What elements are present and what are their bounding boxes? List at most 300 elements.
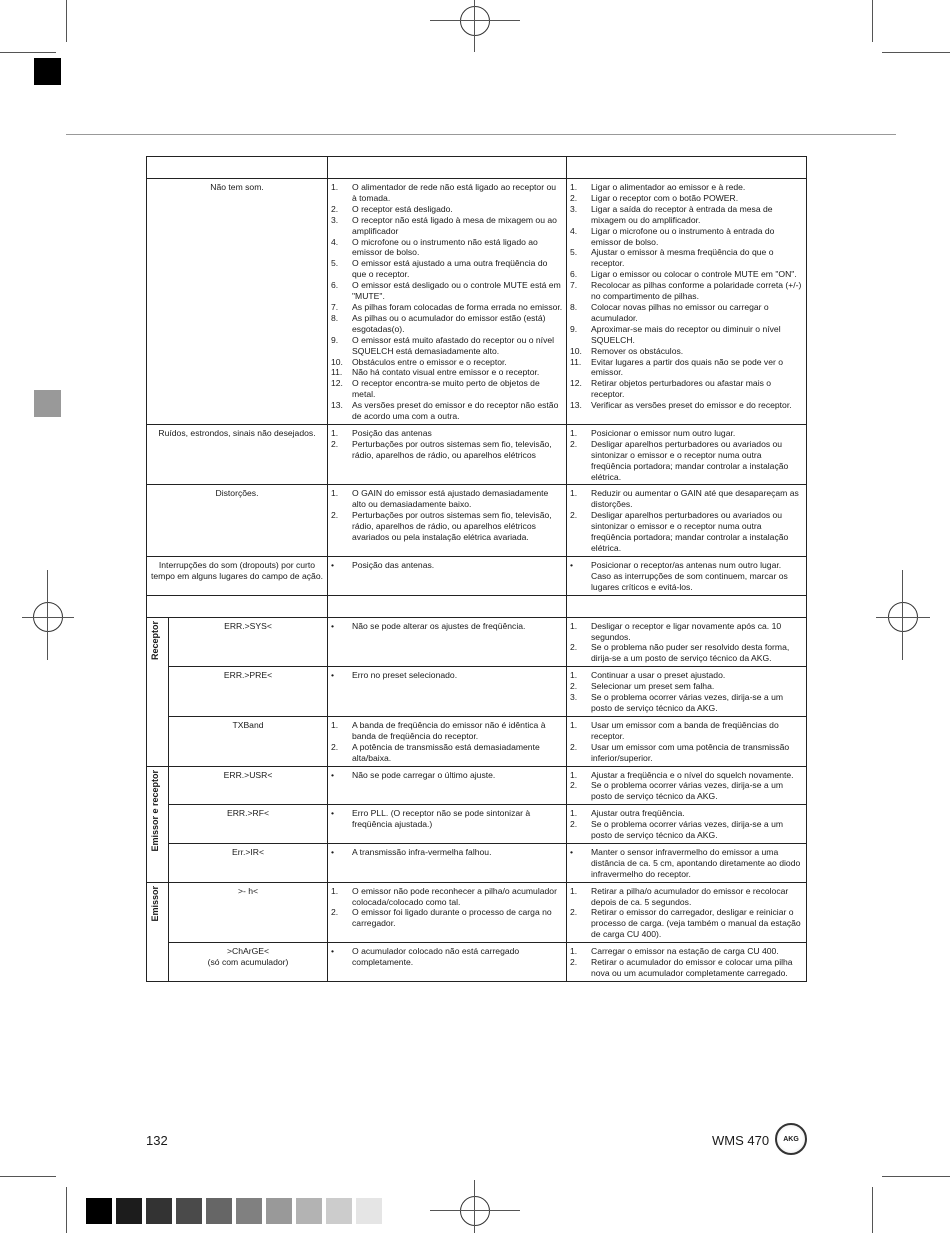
black-corner-square <box>34 58 61 85</box>
item-text: Remover os obstáculos. <box>591 345 684 356</box>
registration-line <box>474 0 475 52</box>
list-item <box>331 488 563 510</box>
item-number: 6. <box>570 269 578 280</box>
grayscale-swatch <box>266 1198 292 1224</box>
item-number: 1. <box>570 670 578 681</box>
item-text: O microfone ou o instrumento não está ligado ao emissor de bolso. <box>352 236 538 258</box>
registration-line <box>47 570 48 660</box>
numbered-list <box>331 428 563 461</box>
list-item <box>331 946 563 968</box>
item-number: 2. <box>570 957 578 968</box>
remedy-cell <box>567 943 807 982</box>
header-cell-remedy <box>567 157 807 179</box>
item-number: 12. <box>331 378 343 389</box>
numbered-list <box>331 488 563 543</box>
item-text: Ligar a saída do receptor à entrada da mesa de mixagem ou do amplificador. <box>591 203 773 225</box>
item-number: 7. <box>331 301 339 312</box>
item-number: 7. <box>570 280 578 291</box>
list-item <box>331 808 563 830</box>
item-text: Desligar aparelhos perturbadores ou avariados ou sintonizar o emissor e o receptor numa outra freqüência portadora; mandar controlar a instalação elétrica. <box>591 510 789 553</box>
remedy-cell <box>567 617 807 667</box>
registration-line <box>22 617 74 618</box>
separator-cell-cause <box>328 595 567 617</box>
grayscale-swatch <box>356 1198 382 1224</box>
item-text: Não se pode carregar o último ajuste. <box>352 769 496 780</box>
list-item <box>331 400 563 422</box>
item-number: • <box>331 620 335 631</box>
grayscale-swatch <box>296 1198 322 1224</box>
registration-line <box>902 570 903 660</box>
item-text: O alimentador de rede não está ligado ao receptor ou à tomada. <box>352 182 556 203</box>
table-row <box>147 805 807 844</box>
list-item <box>331 378 563 400</box>
list-item <box>331 428 563 439</box>
logo-text: AKG <box>783 1135 799 1143</box>
numbered-list <box>570 670 803 714</box>
list-item <box>570 510 803 554</box>
error-code: ERR.>USR< <box>223 769 273 780</box>
numbered-list <box>570 770 803 803</box>
item-number: 11. <box>570 356 582 367</box>
error-code-note: (só com acumulador) <box>207 957 289 968</box>
error-code-cell <box>169 716 328 766</box>
list-item <box>570 886 803 908</box>
list-item <box>570 770 803 781</box>
registration-line <box>430 20 520 21</box>
numbered-list <box>331 946 563 968</box>
numbered-list <box>570 182 803 411</box>
item-text: Selecionar um preset sem falha. <box>591 681 715 692</box>
cause-cell <box>328 882 567 943</box>
separator-cell-problem <box>147 595 328 617</box>
crop-mark <box>882 52 950 53</box>
numbered-list <box>570 560 803 593</box>
item-number: 1. <box>331 488 339 499</box>
crop-mark <box>882 1176 950 1177</box>
item-text: Reduzir ou aumentar o GAIN até que desapareçam as distorções. <box>591 488 799 510</box>
error-code-cell <box>169 805 328 844</box>
list-item <box>570 670 803 681</box>
list-item <box>570 439 803 483</box>
numbered-list <box>331 560 563 571</box>
cause-cell <box>328 843 567 882</box>
item-number: 1. <box>570 719 578 730</box>
list-item <box>570 324 803 346</box>
cause-cell <box>328 179 567 425</box>
item-number: 1. <box>570 885 578 896</box>
crop-mark <box>0 1176 56 1177</box>
list-item <box>331 742 563 764</box>
item-number: 2. <box>570 510 578 521</box>
item-text: Erro no preset selecionado. <box>352 670 458 681</box>
table-row <box>147 843 807 882</box>
item-number: 4. <box>570 225 578 236</box>
item-text: O receptor encontra-se muito perto de objetos de metal. <box>352 378 540 400</box>
item-number: 13. <box>570 400 582 411</box>
numbered-list <box>570 621 803 665</box>
item-number: • <box>331 808 335 819</box>
cause-cell <box>328 716 567 766</box>
item-text: Manter o sensor infravermelho do emissor a uma distância de ca. 5 cm, apontando diretamente ao diodo infravermelho do receptor. <box>591 846 801 879</box>
crop-mark <box>872 0 873 42</box>
cause-cell <box>328 485 567 556</box>
symptom-cell <box>147 485 328 556</box>
item-number: 11. <box>331 367 343 378</box>
grayscale-swatch <box>116 1198 142 1224</box>
item-number: 2. <box>331 741 339 752</box>
list-item <box>331 510 563 543</box>
item-text: Posição das antenas <box>352 427 432 438</box>
item-number: 2. <box>570 438 578 449</box>
item-text: Se o problema ocorrer várias vezes, dirija-se a um posto de serviço técnico da AKG. <box>591 692 784 713</box>
remedy-cell <box>567 805 807 844</box>
group-label-cell <box>147 882 169 981</box>
numbered-list <box>331 886 563 930</box>
cause-cell <box>328 556 567 595</box>
item-number: 2. <box>570 907 578 918</box>
item-number: 1. <box>570 488 578 499</box>
item-number: 8. <box>570 301 578 312</box>
item-text: Aproximar-se mais do receptor ou diminuir o nível SQUELCH. <box>591 323 781 345</box>
remedy-cell <box>567 882 807 943</box>
grayscale-bar <box>86 1198 386 1224</box>
header-cell-cause <box>328 157 567 179</box>
list-item <box>331 670 563 681</box>
group-label: Receptor <box>150 620 160 660</box>
symptom-cell <box>147 424 328 485</box>
item-number: 9. <box>331 334 339 345</box>
item-number: 9. <box>570 323 578 334</box>
grey-tab-square <box>34 390 61 417</box>
item-number: 3. <box>570 692 578 703</box>
grayscale-swatch <box>146 1198 172 1224</box>
list-item <box>331 313 563 335</box>
item-text: Erro PLL. (O receptor não se pode sintonizar à freqüência ajustada.) <box>352 808 531 830</box>
error-code-cell <box>169 943 328 982</box>
item-text: Se o problema ocorrer várias vezes, dirija-se a um posto de serviço técnico da AKG. <box>591 780 784 802</box>
list-item <box>331 907 563 929</box>
numbered-list <box>570 428 803 483</box>
list-item <box>570 720 803 742</box>
error-code-cell <box>169 843 328 882</box>
item-text: Não se pode alterar os ajustes de freqüência. <box>352 620 526 631</box>
error-code-cell <box>169 617 328 667</box>
item-number: 1. <box>570 427 578 438</box>
item-number: 13. <box>331 400 343 411</box>
table-row <box>147 716 807 766</box>
cause-cell <box>328 617 567 667</box>
grayscale-swatch <box>236 1198 262 1224</box>
symptom-cell <box>147 556 328 595</box>
separator-row <box>147 595 807 617</box>
item-text: Se o problema ocorrer várias vezes, dirija-se a um posto de serviço técnico da AKG. <box>591 819 784 841</box>
item-text: O acumulador colocado não está carregado completamente. <box>352 946 520 968</box>
item-text: Perturbações por outros sistemas sem fio, televisão, rádio, aparelhos de rádio, ou aparelhos elétricos avariados ou pela instalação elétrica avariada. <box>352 510 552 543</box>
symptom-text: Interrupções do som (dropouts) por curto tempo em alguns lugares do campo de ação. <box>151 559 323 581</box>
separator-cell-remedy <box>567 595 807 617</box>
item-text: O emissor está ajustado a uma outra freqüência do que o receptor. <box>352 258 548 280</box>
list-item <box>331 182 563 204</box>
list-item <box>570 642 803 664</box>
item-text: A transmissão infra-vermelha falhou. <box>352 846 492 857</box>
numbered-list <box>331 720 563 764</box>
list-item <box>570 692 803 714</box>
list-item <box>570 226 803 248</box>
item-text: O receptor está desligado. <box>352 203 453 214</box>
error-code-cell <box>169 766 328 805</box>
list-item <box>570 907 803 940</box>
numbered-list <box>570 946 803 979</box>
item-text: O emissor não pode reconhecer a pilha/o acumulador colocada/colocado como tal. <box>352 885 557 907</box>
grayscale-swatch <box>86 1198 112 1224</box>
item-number: 2. <box>331 907 339 918</box>
item-number: 2. <box>331 438 339 449</box>
table-row <box>147 179 807 425</box>
list-item <box>570 819 803 841</box>
item-number: 5. <box>570 247 578 258</box>
list-item <box>331 302 563 313</box>
item-text: O emissor está muito afastado do receptor ou o nível SQUELCH está demasiadamente alto. <box>352 334 555 356</box>
symptom-text: Não tem som. <box>210 182 264 192</box>
item-number: 3. <box>331 214 339 225</box>
list-item <box>570 780 803 802</box>
item-number: 1. <box>570 769 578 780</box>
table-row <box>147 424 807 485</box>
item-text: Ajustar o emissor à mesma freqüência do que o receptor. <box>591 247 774 269</box>
remedy-cell <box>567 716 807 766</box>
item-number: 1. <box>570 808 578 819</box>
item-number: 2. <box>570 741 578 752</box>
item-number: 2. <box>570 642 578 653</box>
item-text: Evitar lugares a partir dos quais não se pode ver o emissor. <box>591 356 784 378</box>
numbered-list <box>331 621 563 632</box>
item-text: Posicionar o receptor/as antenas num outro lugar. Caso as interrupções de som continuem, marcar os lugares críticos e evitá-los. <box>591 559 788 592</box>
item-text: Verificar as versões preset do emissor e do receptor. <box>591 400 792 411</box>
troubleshooting-table <box>146 156 807 982</box>
numbered-list <box>570 720 803 764</box>
numbered-list <box>570 847 803 880</box>
item-text: Recolocar as pilhas conforme a polaridade correta (+/-) no compartimento de pilhas. <box>591 280 802 302</box>
group-label-cell <box>147 766 169 882</box>
list-item <box>570 400 803 411</box>
table-row <box>147 556 807 595</box>
symptom-text: Distorções. <box>215 488 259 499</box>
cause-cell <box>328 424 567 485</box>
numbered-list <box>570 886 803 941</box>
item-text: Obstáculos entre o emissor e o receptor. <box>352 356 507 367</box>
item-number: • <box>331 946 335 957</box>
error-code: >- h< <box>237 885 259 896</box>
crop-mark <box>66 1187 67 1233</box>
numbered-list <box>331 770 563 781</box>
top-rule <box>66 134 896 135</box>
registration-mark-bottom <box>460 1196 490 1226</box>
item-text: As pilhas ou o acumulador do emissor estão (está) esgotadas(o). <box>352 312 546 334</box>
item-number: • <box>570 559 574 570</box>
item-text: Se o problema não puder ser resolvido desta forma, dirija-se a um posto de serviço técnico da AKG. <box>591 642 790 664</box>
symptom-text: Ruídos, estrondos, sinais não desejados. <box>158 427 316 438</box>
remedy-cell <box>567 556 807 595</box>
list-item <box>331 560 563 571</box>
group-label: Emissor e receptor <box>150 769 160 852</box>
header-cell-problem <box>147 157 328 179</box>
crop-mark <box>66 0 67 42</box>
grayscale-swatch <box>176 1198 202 1224</box>
item-text: Ligar o receptor com o botão POWER. <box>591 192 739 203</box>
item-number: 2. <box>331 510 339 521</box>
list-item <box>570 560 803 593</box>
numbered-list <box>331 808 563 830</box>
list-item <box>570 488 803 510</box>
numbered-list <box>570 808 803 841</box>
item-number: • <box>331 769 335 780</box>
item-text: Perturbações por outros sistemas sem fio, televisão, rádio, aparelhos de rádio, ou aparelhos elétricos <box>352 438 552 460</box>
item-text: O emissor está desligado ou o controle MUTE está em "MUTE". <box>352 280 561 302</box>
item-text: Posicionar o emissor num outro lugar. <box>591 427 736 438</box>
item-number: 12. <box>570 378 582 389</box>
table-row <box>147 882 807 943</box>
list-item <box>570 346 803 357</box>
item-number: 10. <box>570 345 582 356</box>
crop-mark <box>0 52 56 53</box>
list-item <box>570 957 803 979</box>
list-item <box>570 946 803 957</box>
error-code: Err.>IR< <box>232 846 264 857</box>
item-number: 6. <box>331 280 339 291</box>
item-number: 1. <box>570 946 578 957</box>
item-text: Ligar o emissor ou colocar o controle MUTE em "ON". <box>591 269 797 280</box>
list-item <box>331 258 563 280</box>
page-number: 132 <box>146 1133 168 1148</box>
item-text: O GAIN do emissor está ajustado demasiadamente alto ou demasiadamente baixo. <box>352 488 549 510</box>
item-text: Colocar novas pilhas no emissor ou carregar o acumulador. <box>591 301 769 323</box>
list-item <box>331 886 563 908</box>
list-item <box>570 302 803 324</box>
list-item <box>331 335 563 357</box>
error-code: ERR.>PRE< <box>223 670 273 681</box>
item-text: O emissor foi ligado durante o processo de carga no carregador. <box>352 907 552 929</box>
item-number: • <box>570 846 574 857</box>
error-code: ERR.>RF< <box>226 808 270 819</box>
list-item <box>331 280 563 302</box>
numbered-list <box>331 182 563 422</box>
item-number: • <box>331 846 335 857</box>
item-text: Ajustar outra freqüência. <box>591 808 685 819</box>
cause-cell <box>328 805 567 844</box>
error-code: TXBand <box>232 719 264 730</box>
registration-line <box>474 1180 475 1233</box>
item-number: 1. <box>570 182 578 192</box>
remedy-cell <box>567 179 807 425</box>
item-text: A banda de freqüência do emissor não é idêntica à banda de freqüência do receptor. <box>352 719 546 741</box>
item-number: 2. <box>570 681 578 692</box>
table-row <box>147 943 807 982</box>
item-text: Retirar a pilha/o acumulador do emissor e recolocar depois de ca. 5 segundos. <box>591 885 789 907</box>
list-item <box>331 439 563 461</box>
table-row <box>147 485 807 556</box>
item-number: 1. <box>331 182 339 192</box>
cause-cell <box>328 766 567 805</box>
error-code: ERR.>SYS< <box>224 620 272 631</box>
remedy-cell <box>567 667 807 717</box>
table-row <box>147 667 807 717</box>
item-text: Ligar o microfone ou o instrumento à entrada do emissor de bolso. <box>591 225 775 247</box>
list-item <box>570 681 803 692</box>
item-number: • <box>331 559 335 570</box>
remedy-cell <box>567 424 807 485</box>
group-label: Emissor <box>150 885 160 922</box>
grayscale-swatch <box>326 1198 352 1224</box>
item-number: 1. <box>331 719 339 730</box>
numbered-list <box>570 488 803 553</box>
item-text: Não há contato visual entre emissor e o receptor. <box>352 367 540 378</box>
item-text: Ajustar a freqüência e o nível do squelch novamente. <box>591 769 794 780</box>
remedy-cell <box>567 843 807 882</box>
item-text: Ligar o alimentador ao emissor e à rede. <box>591 182 746 192</box>
registration-line <box>876 617 930 618</box>
item-number: 2. <box>570 780 578 791</box>
item-number: 1. <box>331 427 339 438</box>
list-item <box>570 357 803 379</box>
cause-cell <box>328 667 567 717</box>
list-item <box>331 357 563 368</box>
crop-mark <box>872 1187 873 1233</box>
list-item <box>570 847 803 880</box>
list-item <box>570 269 803 280</box>
grayscale-swatch <box>206 1198 232 1224</box>
header-row <box>147 157 807 179</box>
remedy-cell <box>567 485 807 556</box>
remedy-cell <box>567 766 807 805</box>
list-item <box>331 621 563 632</box>
item-number: 2. <box>570 819 578 830</box>
item-number: 2. <box>570 192 578 203</box>
list-item <box>570 182 803 193</box>
item-text: As versões preset do emissor e do receptor não estão de acordo uma com a outra. <box>352 400 559 422</box>
item-number: 3. <box>570 203 578 214</box>
cause-cell <box>328 943 567 982</box>
item-number: 10. <box>331 356 343 367</box>
item-text: Continuar a usar o preset ajustado. <box>591 670 726 681</box>
item-text: Carregar o emissor na estação de carga CU 400. <box>591 946 779 957</box>
registration-mark-top <box>460 6 490 36</box>
list-item <box>570 428 803 439</box>
item-text: Posição das antenas. <box>352 559 435 570</box>
item-number: 5. <box>331 258 339 269</box>
item-text: Retirar o emissor do carregador, desligar e reiniciar o processo de carga. (veja também o manual da estação de carga CU 400). <box>591 907 801 940</box>
list-item <box>570 621 803 643</box>
list-item <box>331 215 563 237</box>
numbered-list <box>331 670 563 681</box>
item-text: Usar um emissor com uma potência de transmissão inferior/superior. <box>591 741 790 763</box>
list-item <box>331 770 563 781</box>
list-item <box>570 247 803 269</box>
table-row <box>147 766 807 805</box>
table-row <box>147 617 807 667</box>
list-item <box>570 378 803 400</box>
error-code-cell <box>169 667 328 717</box>
numbered-list <box>331 847 563 858</box>
list-item <box>570 193 803 204</box>
item-text: O receptor não está ligado à mesa de mixagem ou ao amplificador <box>352 214 557 236</box>
error-code: >ChArGE< <box>226 946 270 957</box>
item-number: 2. <box>331 203 339 214</box>
error-code-cell <box>169 882 328 943</box>
item-number: • <box>331 670 335 681</box>
group-label-cell <box>147 617 169 766</box>
symptom-cell <box>147 179 328 425</box>
item-text: Desligar aparelhos perturbadores ou avariados ou sintonizar o emissor e o receptor numa outra freqüência portadora; mandar controlar a instalação elétrica. <box>591 438 789 482</box>
